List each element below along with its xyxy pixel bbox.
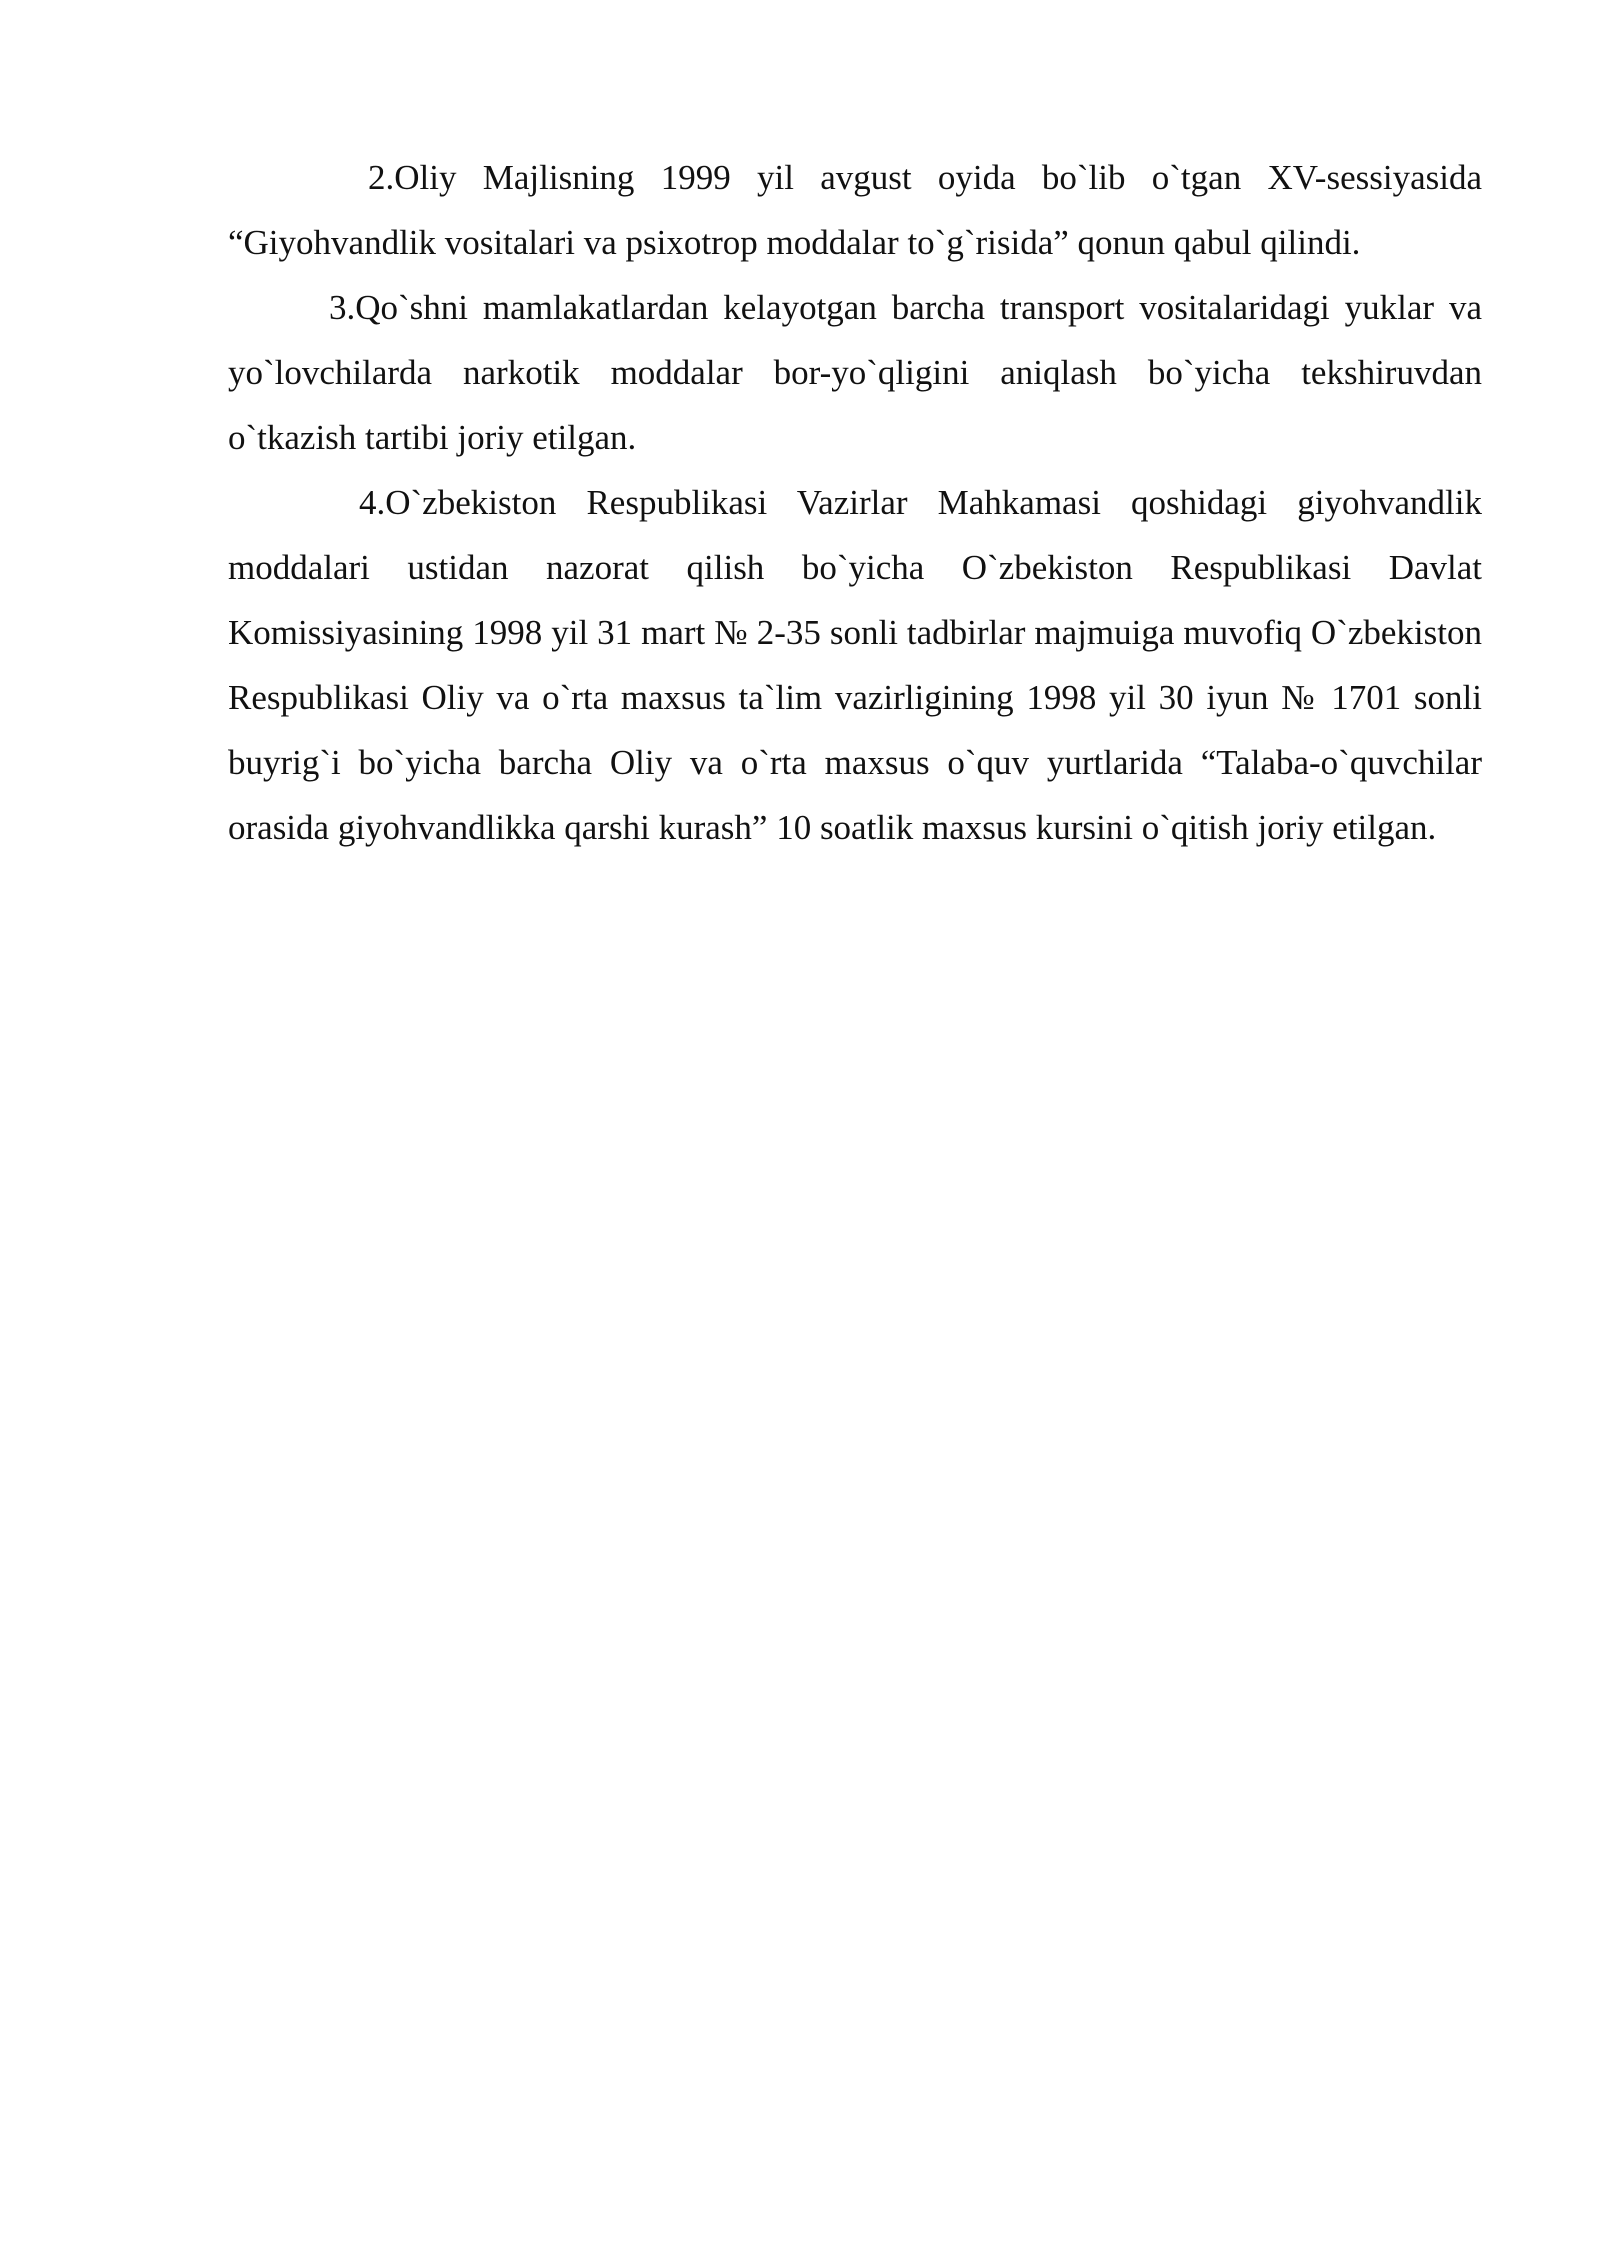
paragraph-3: 3.Qo`shni mamlakatlardan kelayotgan barcha transport vositalaridagi yuklar va yo`lovchilarda narkotik moddalar bor-yo`qligini aniqlash bo`yicha tekshiruvdan o`tkazish tartibi joriy etilgan. <box>228 288 1482 457</box>
document-body <box>228 145 1482 860</box>
paragraph-4: 4.O`zbekiston Respublikasi Vazirlar Mahkamasi qoshidagi giyohvandlik moddalari ustidan nazorat qilish bo`yicha O`zbekiston Respublikasi Davlat Komissiyasining 1998 yil 31 mart № 2-35 sonli tadbirlar majmuiga muvofiq O`zbekiston Respublikasi Oliy va o`rta maxsus ta`lim vazirligining 1998 yil 30 iyun № 1701 sonli buyrig`i bo`yicha barcha Oliy va o`rta maxsus o`quv yurtlarida “Talaba-o`quvchilar orasida giyohvandlikka qarshi kurash” 10 soatlik maxsus kursini o`qitish joriy etilgan. <box>228 483 1482 847</box>
paragraph-2: 2.Oliy Majlisning 1999 yil avgust oyida bo`lib o`tgan XV-sessiyasida “Giyohvandlik vositalari va psixotrop moddalar to`g`risida” qonun qabul qilindi. <box>228 158 1482 262</box>
